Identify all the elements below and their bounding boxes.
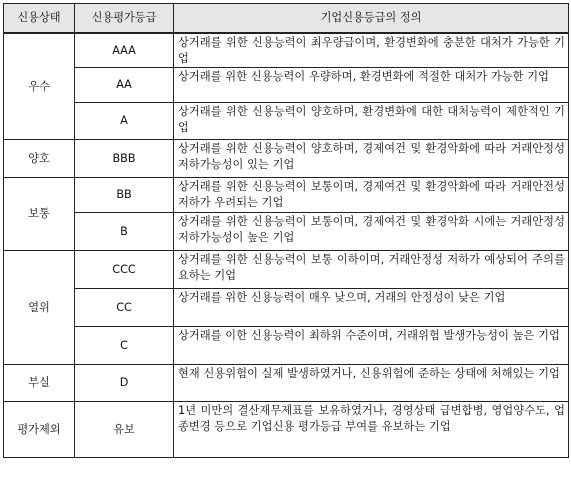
definition-cell: 상거래를 이한 신용능력이 최하위 수준이며, 거래위험 발생가능성이 높은 기업	[174, 327, 569, 365]
grade-cell: D	[75, 365, 174, 402]
definition-cell: 상거래를 위한 신용능력이 최우량급이며, 환경변화에 충분한 대처가 가능한 기업	[174, 33, 569, 68]
status-cell: 보통	[4, 178, 75, 251]
grade-cell: AA	[75, 68, 174, 103]
table-row	[4, 365, 569, 402]
table-row	[4, 251, 569, 289]
status-cell: 부실	[4, 365, 75, 402]
table-row	[4, 140, 569, 178]
table-body	[4, 33, 569, 458]
table-row	[4, 103, 569, 140]
grade-cell: C	[75, 327, 174, 365]
grade-cell: CC	[75, 289, 174, 327]
status-cell: 평가제외	[4, 402, 75, 458]
grade-cell: BB	[75, 178, 174, 213]
table-row	[4, 289, 569, 327]
header-grade: 신용평가등급	[75, 4, 174, 34]
table-row	[4, 213, 569, 251]
definition-cell: 상거래를 위한 신용능력이 매우 낮으며, 거래의 안정성이 낮은 기업	[174, 289, 569, 327]
grade-cell: BBB	[75, 140, 174, 178]
status-cell: 양호	[4, 140, 75, 178]
definition-cell: 현재 신용위험이 실제 발생하였거나, 신용위험에 준하는 상태에 처해있는 기업	[174, 365, 569, 402]
table-row	[4, 33, 569, 68]
header-status: 신용상태	[4, 4, 75, 34]
grade-cell: A	[75, 103, 174, 140]
definition-cell: 상거래를 위한 신용능력이 양호하며, 환경변화에 대한 대처능력이 제한적인 기업	[174, 103, 569, 140]
table-row	[4, 402, 569, 458]
definition-cell: 1년 미만의 결산재무제표를 보유하였거나, 경영상태 급변합병, 영업양수도, 업종변경 등으로 기업신용 평가등급 부여를 유보하는 기업	[174, 402, 569, 458]
grade-cell: AAA	[75, 33, 174, 68]
grade-cell: 유보	[75, 402, 174, 458]
table-row	[4, 68, 569, 103]
table-header-row	[4, 4, 569, 34]
grade-cell: CCC	[75, 251, 174, 289]
definition-cell: 상거래를 위한 신용능력이 양호하며, 경제여건 및 환경악화에 따라 거래안정성 저하가능성이 있는 기업	[174, 140, 569, 178]
definition-cell: 상거래를 위한 신용능력이 보통이며, 경제여건 및 환경악화 시에는 거래안정성 저하가능성이 높은 기업	[174, 213, 569, 251]
table-row	[4, 178, 569, 213]
status-cell: 열위	[4, 251, 75, 365]
definition-cell: 상거래를 위한 신용능력이 보통이며, 경제여건 및 환경악화에 따라 거래안전성 저하가 우려되는 기업	[174, 178, 569, 213]
table-row	[4, 327, 569, 365]
credit-grade-table	[3, 3, 569, 458]
grade-cell: B	[75, 213, 174, 251]
definition-cell: 상거래를 위한 신용능력이 보통 이하이며, 거래안정성 저하가 예상되어 주의를 요하는 기업	[174, 251, 569, 289]
status-cell: 우수	[4, 33, 75, 140]
header-definition: 기업신용등급의 정의	[174, 4, 569, 34]
definition-cell: 상거래를 위한 신용능력이 우량하며, 환경변화에 적절한 대처가 가능한 기업	[174, 68, 569, 103]
